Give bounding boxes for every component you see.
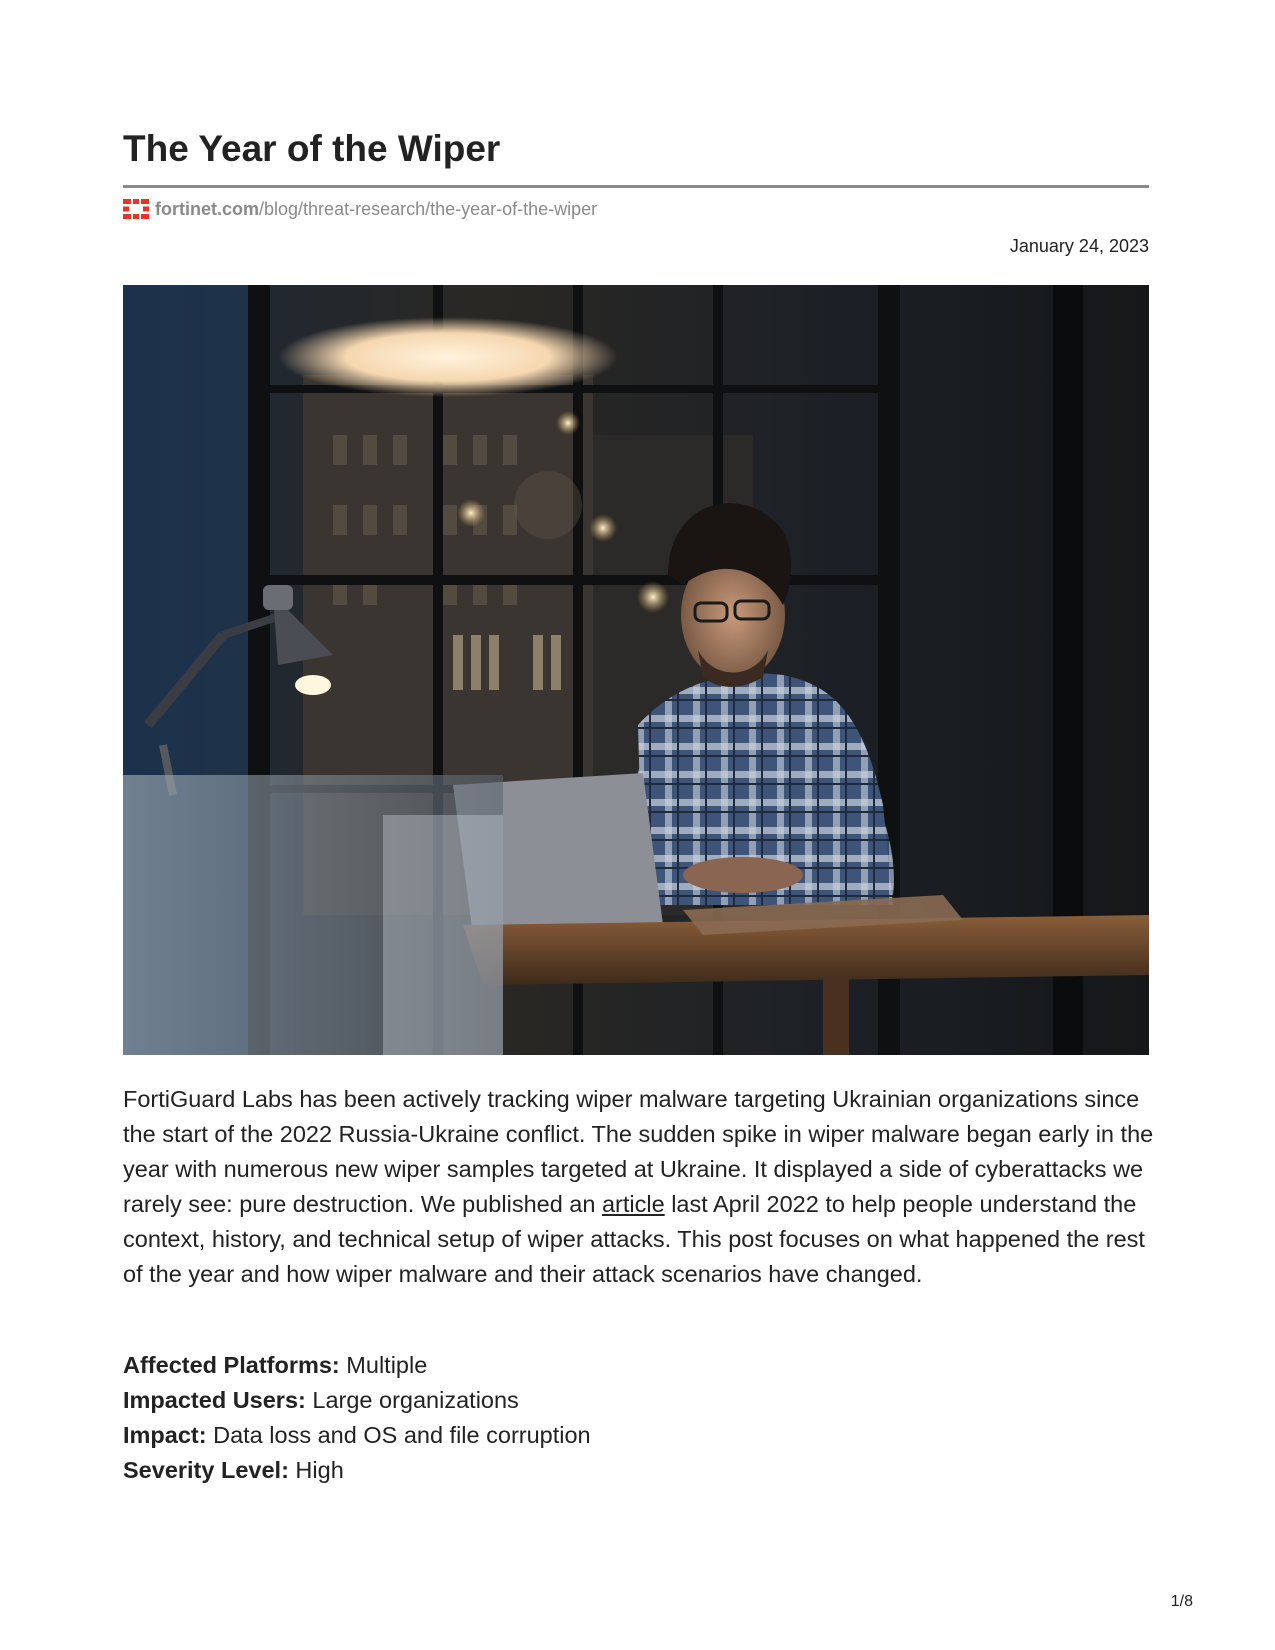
threat-summary xyxy=(123,1348,591,1488)
source-path: /blog/threat-research/the-year-of-the-wiper xyxy=(259,198,598,219)
article-link[interactable]: article xyxy=(601,1191,665,1217)
source-url[interactable] xyxy=(123,197,597,221)
affected-platforms: Affected Platforms: Multiple xyxy=(123,1352,428,1378)
page-title: The Year of the Wiper xyxy=(123,128,501,169)
hero-image xyxy=(123,285,1149,1055)
severity-level: Severity Level: High xyxy=(123,1457,344,1483)
impacted-users: Impacted Users: Large organizations xyxy=(123,1387,519,1413)
intro-text-1: FortiGuard Labs has been actively tracking wiper malware targeting Ukrainian organizations since the start of the 2022 Russia-Ukraine conflict. The sudden spike in wiper malware began early in the year with numerous new wiper samples targeted at Ukraine. It displayed a side of cyberattacks we rarely see: pure destruction. We published an xyxy=(123,1086,1154,1217)
title-divider xyxy=(123,185,1149,188)
page-number: 1/8 xyxy=(1170,1593,1193,1610)
intro-text-2: last April 2022 to help people understand the context, history, and technical setup of wiper attacks. This post focuses on what happened the rest of the year and how wiper malware and their attack scenarios have changed. xyxy=(123,1191,1145,1287)
impact: Impact: Data loss and OS and file corruption xyxy=(123,1422,591,1448)
fortinet-logo-icon xyxy=(123,199,149,219)
publish-date: January 24, 2023 xyxy=(1009,236,1149,256)
source-domain: fortinet.com xyxy=(155,198,260,219)
intro-paragraph xyxy=(123,1082,1158,1292)
